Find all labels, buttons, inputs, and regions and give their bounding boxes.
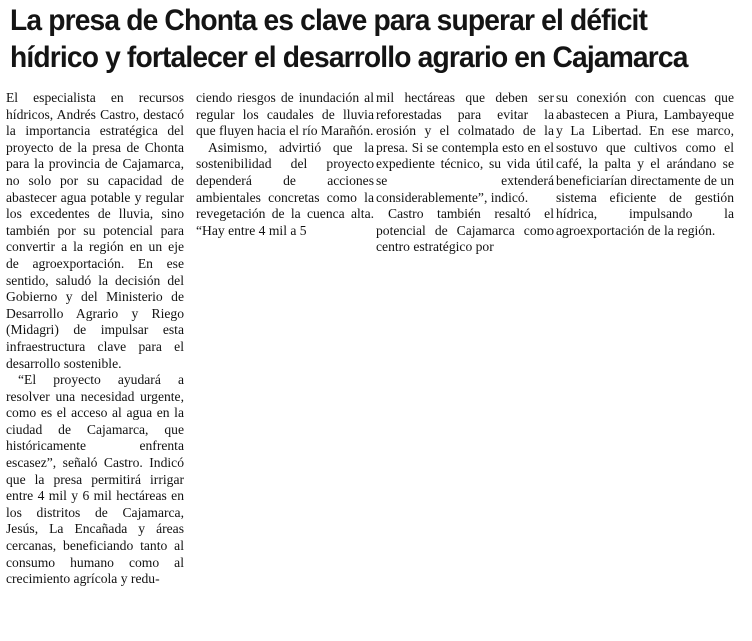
article-headline (10, 2, 702, 76)
column-2-paragraph-1: ciendo riesgos de inundación al regular los caudales de lluvia que fluyen hacia el río Marañón. (196, 90, 374, 139)
article-column-4 (556, 90, 734, 239)
article-column-2 (196, 90, 374, 239)
headline-line-2: hídrico y fortalecer el desarrollo agrario en Cajamarca (10, 41, 688, 74)
column-3-paragraph-1: mil hectáreas que deben ser reforestadas para evitar la erosión y el colmatado de la presa. Si se contempla esto en el expediente técnico, su vida útil se extenderá considerablemente”, indicó. (376, 90, 554, 205)
column-2-paragraph-2: Asimismo, advirtió que la sostenibilidad del proyecto dependerá de acciones ambientales concretas como la revegetación de la cuenca alta. “Hay entre 4 mil a 5 (196, 139, 374, 238)
column-1-paragraph-2: “El proyecto ayudará a resolver una necesidad urgente, como es el acceso al agua en la ciudad de Cajamarca, que históricamente enfrenta escasez”, señaló Castro. Indicó que la presa permitirá irrigar entre 4 mil y 6 mil hectáreas en los distritos de Cajamarca, Jesús, La Encañada y áreas cercanas, beneficiando tanto al consumo humano como al crecimiento agrícola y redu- (6, 372, 184, 587)
column-4-paragraph-1: su conexión con cuencas que abastecen a Piura, Lambayeque y La Libertad. En ese marco, sostuvo que cultivos como el café, la palta y el arándano se beneficiarían directamente de un sistema eficiente de gestión hídrica, impulsando la agroexportación de la región. (556, 90, 734, 238)
column-1-paragraph-1: El especialista en recursos hídricos, Andrés Castro, destacó la importancia estratégica del proyecto de la presa de Chonta para la provincia de Cajamarca, no solo por su capacidad de abastecer agua potable y regular los excedentes de lluvia, sino también por su potencial para convertir a la región en un eje de agroexportación. En ese sentido, saludó la decisión del Gobierno y del Ministerio de Desarrollo Agrario y Riego (Midagri) de impulsar esta infraestructura clave para el desarrollo sostenible. (6, 90, 184, 371)
headline-line-1: La presa de Chonta es clave para superar el déficit (10, 4, 648, 37)
article-column-3 (376, 90, 554, 256)
article-column-1 (6, 90, 184, 588)
column-3-paragraph-2: Castro también resaltó el potencial de Cajamarca como centro estratégico por (376, 206, 554, 255)
